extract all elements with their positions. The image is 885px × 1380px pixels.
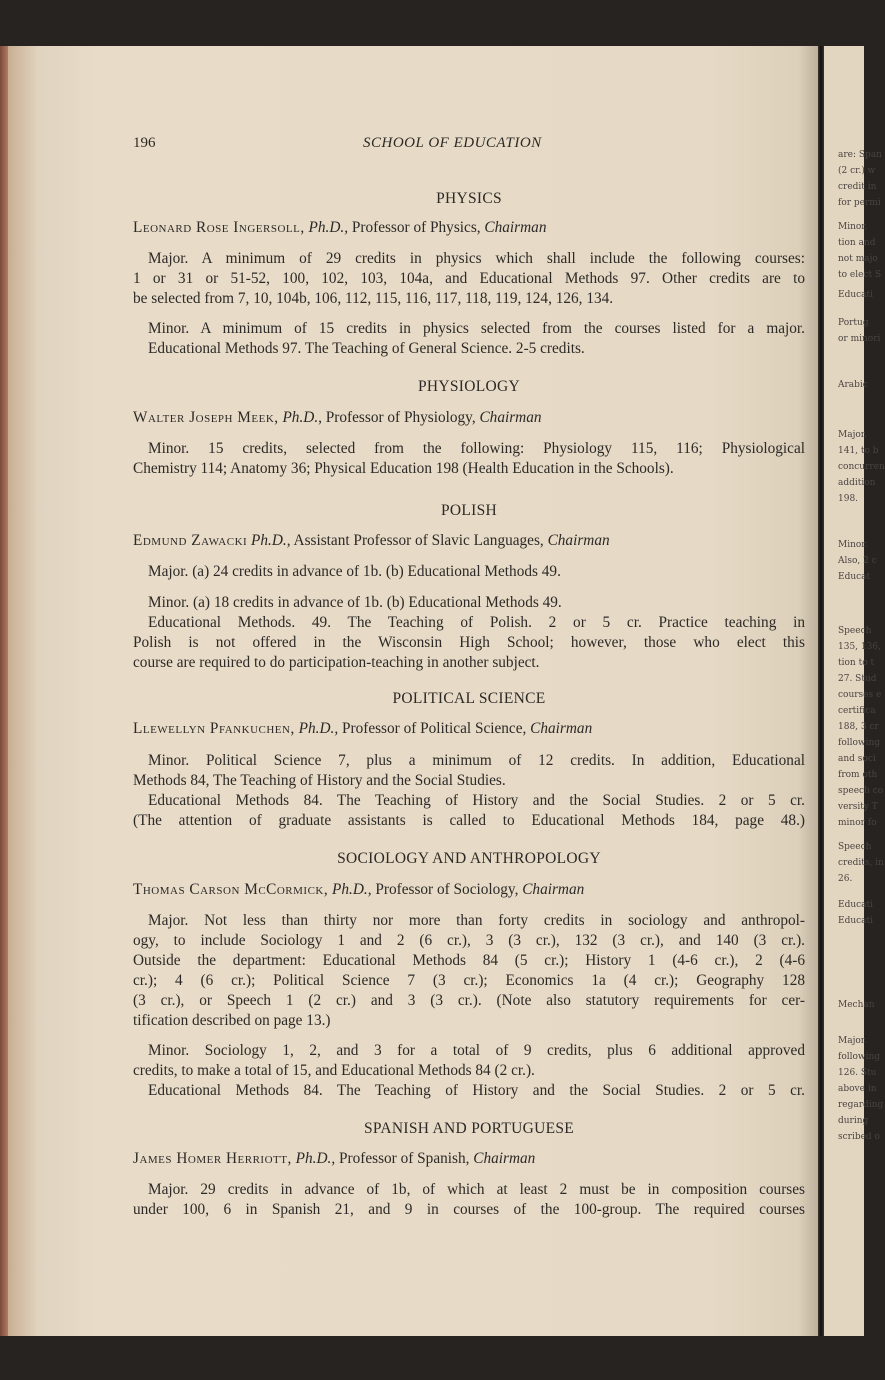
facing-page-fragment: Portug [838, 318, 869, 328]
chairman-role: Chairman [479, 409, 542, 426]
facing-page-fragment: and soci [838, 754, 876, 764]
body-line: Minor. Political Science 7, plus a minimum of 12 credits. In addition, Educational [148, 752, 805, 769]
facing-page-fragment: Also, 2 c [838, 556, 877, 566]
facing-page-fragment: above in [838, 1084, 877, 1094]
body-line: 1 or 31 or 51-52, 100, 102, 103, 104a, and Educational Methods 97. Other credits are to [133, 270, 805, 287]
facing-page-fragment: 27. Stud [838, 674, 877, 684]
body-line: Polish is not offered in the Wisconsin High School; however, those who elect this [133, 634, 805, 651]
chairman-line [133, 720, 805, 738]
section-heading: POLISH [440, 502, 498, 519]
body-line: ogy, to include Sociology 1 and 2 (6 cr.), 3 (3 cr.), 132 (3 cr.), and 140 (3 cr.). [133, 932, 805, 949]
facing-page-fragment: versity T [838, 802, 878, 812]
chairman-line [133, 219, 805, 237]
chairman-line [133, 409, 805, 427]
body-line: Major. A minimum of 29 credits in physics which shall include the following courses: [148, 250, 805, 267]
facing-page-fragment: Speech [838, 626, 872, 636]
section-heading: PHYSIOLOGY [417, 378, 521, 395]
body-line: Educational Methods 84. The Teaching of History and the Social Studies. 2 or 5 cr. [148, 1082, 805, 1099]
body-line: Minor. (a) 18 credits in advance of 1b. (b) Educational Methods 49. [148, 594, 562, 611]
facing-page-fragment: 141, to b [838, 446, 879, 456]
chairman-name: Leonard Rose Ingersoll, [133, 219, 305, 236]
facing-page-fragment: during [838, 1116, 869, 1126]
section-heading: PHYSICS [436, 190, 502, 207]
facing-page-fragment: Mechan [838, 1000, 875, 1010]
running-title: SCHOOL OF EDUCATION [363, 135, 542, 151]
body-line: Major. Not less than thirty nor more than forty credits in sociology and anthropol- [148, 912, 805, 929]
facing-page-fragment: minor fo [838, 818, 877, 828]
chairman-title: Professor of Physiology, [325, 409, 476, 426]
section-heading: SPANISH AND PORTUGUESE [363, 1120, 575, 1137]
chairman-role: Chairman [530, 720, 593, 737]
chairman-name: Thomas Carson McCormick, [133, 881, 329, 898]
body-line: Major. 29 credits in advance of 1b, of which at least 2 must be in composition courses [148, 1181, 805, 1198]
facing-page-fragment: courses e [838, 690, 882, 700]
body-line: Minor. Sociology 1, 2, and 3 for a total of 9 credits, plus 6 additional approved [148, 1042, 805, 1059]
body-line: tification described on page 13.) [133, 1012, 331, 1029]
chairman-name: Walter Joseph Meek, [133, 409, 279, 426]
facing-page-fragment: Major. [838, 1036, 867, 1046]
facing-page-fragment: Speech [838, 842, 872, 852]
facing-page-fragment: 188, 3 cr [838, 722, 879, 732]
chairman-line [133, 881, 805, 899]
chairman-name: Edmund Zawacki [133, 532, 248, 549]
facing-page-fragment: 126. Stu [838, 1068, 877, 1078]
chairman-degree: Ph.D., [295, 1150, 336, 1167]
body-line: Educational Methods 84. The Teaching of History and the Social Studies. 2 or 5 cr. [148, 792, 805, 809]
body-line: under 100, 6 in Spanish 21, and 9 in courses of the 100-group. The required courses [133, 1201, 805, 1218]
chairman-title: Professor of Political Science, [341, 720, 527, 737]
facing-page-fragment: addition [838, 478, 876, 488]
body-line: Educational Methods 97. The Teaching of General Science. 2-5 credits. [148, 340, 585, 357]
chairman-title: Professor of Spanish, [338, 1150, 470, 1167]
facing-page-fragment: speech co [838, 786, 884, 796]
body-line: course are required to do participation-teaching in another subject. [133, 654, 540, 671]
facing-page-fragment: from oth [838, 770, 878, 780]
facing-page-fragment: 26. [838, 874, 853, 884]
facing-page-fragment: credits, in [838, 858, 884, 868]
facing-page-fragment: Minor. [838, 222, 868, 232]
chairman-role: Chairman [473, 1150, 536, 1167]
page-number: 196 [133, 135, 156, 151]
body-line: Minor. A minimum of 15 credits in physics selected from the courses listed for a major. [148, 320, 805, 337]
facing-page-fragment: Educat [838, 572, 871, 582]
facing-page-fragment: not majo [838, 254, 878, 264]
facing-page-fragment: following [838, 1052, 881, 1062]
body-line: (The attention of graduate assistants is called to Educational Methods 184, page 48.) [133, 812, 805, 829]
body-line: be selected from 7, 10, 104b, 106, 112, 115, 116, 117, 118, 119, 124, 126, 134. [133, 290, 614, 307]
facing-page-fragment: following [838, 738, 881, 748]
section-heading: POLITICAL SCIENCE [392, 690, 546, 707]
facing-page-fragment: credit in [838, 182, 877, 192]
facing-page-fragment: or minori [838, 334, 881, 344]
facing-page-fragment: to elect S [838, 270, 882, 280]
facing-page-fragment: tion to t [838, 658, 875, 668]
body-line: Chemistry 114; Anatomy 36; Physical Education 198 (Health Education in the Schools). [133, 460, 674, 477]
facing-page-fragment: Educati [838, 900, 874, 910]
chairman-degree: Ph.D., [282, 409, 322, 426]
facing-page-fragment: scribed o [838, 1132, 880, 1142]
body-line: Educational Methods. 49. The Teaching of Polish. 2 or 5 cr. Practice teaching in [148, 614, 805, 631]
body-line: (3 cr.), or Speech 1 (2 cr.) and 3 (3 cr.). (Note also statutory requirements for cer- [133, 992, 805, 1009]
facing-page-fragment: Educati [838, 290, 874, 300]
section-heading: SOCIOLOGY AND ANTHROPOLOGY [337, 850, 601, 867]
facing-page-fragment: Arabic [838, 380, 868, 390]
facing-page-fragment: 198. [838, 494, 859, 504]
chairman-name: Llewellyn Pfankuchen, [133, 720, 295, 737]
chairman-title: Professor of Physics, [351, 219, 481, 236]
chairman-name: James Homer Herriott, [133, 1150, 292, 1167]
chairman-line [133, 532, 805, 550]
facing-page-fragment: Minor. [838, 540, 868, 550]
chairman-line [133, 1150, 805, 1168]
body-line: Minor. 15 credits, selected from the following: Physiology 115, 116; Physiological [148, 440, 805, 457]
facing-page-fragment: Educati [838, 916, 874, 926]
facing-page-fragment: are: Span [838, 150, 882, 160]
body-line: Methods 84, The Teaching of History and the Social Studies. [133, 772, 506, 789]
facing-page-fragment: regarding [838, 1100, 884, 1110]
facing-page-fragment: certifica [838, 706, 876, 716]
body-line: Major. (a) 24 credits in advance of 1b. (b) Educational Methods 49. [148, 563, 561, 580]
chairman-degree: Ph.D., [251, 532, 291, 549]
facing-page-fragment: 135, 136, [838, 642, 881, 652]
chairman-role: Chairman [484, 219, 547, 236]
body-line: Outside the department: Educational Methods 84 (5 cr.); History 1 (4-6 cr.), 2 (4-6 [133, 952, 805, 969]
facing-page-fragment: for permi [838, 198, 881, 208]
facing-page-fragment: tion and [838, 238, 876, 248]
chairman-role: Chairman [547, 532, 610, 549]
chairman-degree: Ph.D., [298, 720, 339, 737]
chairman-degree: Ph.D., [308, 219, 349, 236]
chairman-title: Professor of Sociology, [375, 881, 519, 898]
facing-page-fragment: (2 cr.) w [838, 166, 876, 176]
chairman-role: Chairman [522, 881, 585, 898]
facing-page-fragment: concurren [838, 462, 885, 472]
body-line: cr.); 4 (6 cr.); Political Science 7 (3 cr.); Economics 1a (4 cr.); Geography 128 [133, 972, 805, 989]
body-line: credits, to make a total of 15, and Educational Methods 84 (2 cr.). [133, 1062, 535, 1079]
chairman-degree: Ph.D., [332, 881, 372, 898]
facing-page-fragment: Major. [838, 430, 867, 440]
chairman-title: Assistant Professor of Slavic Languages, [293, 532, 544, 549]
